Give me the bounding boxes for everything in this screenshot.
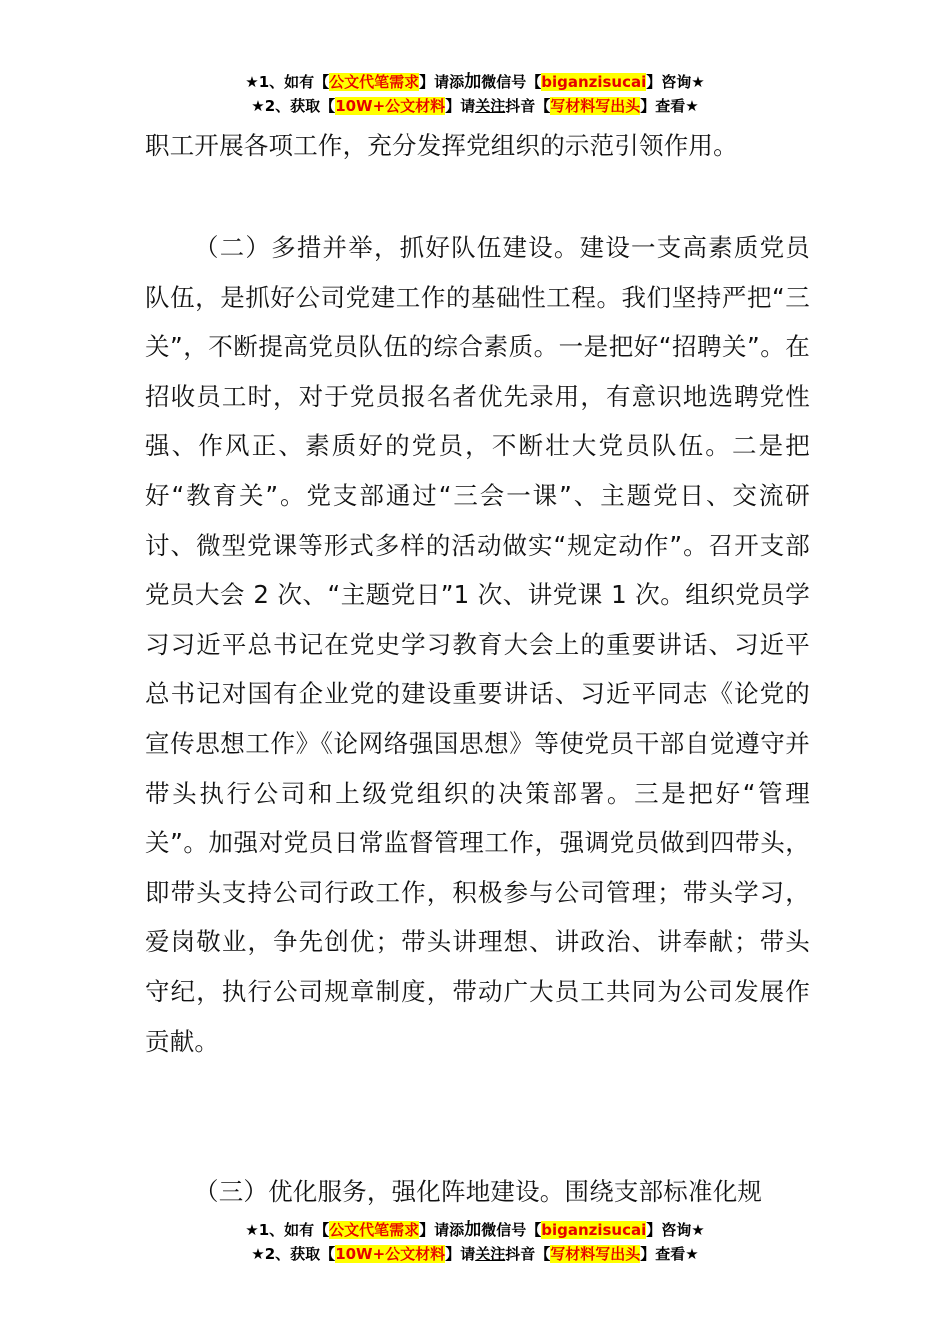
highlight-wechat-id: biganzisucai	[541, 1221, 647, 1239]
highlight-douyin-account: 写材料写出头	[550, 1245, 641, 1263]
paragraph-section-2: （二）多措并举，抓好队伍建设。建设一支高素质党员队伍，是抓好公司党建工作的基础性工程。我们坚持严把“三关”，不断提高党员队伍的综合素质。一是把好“招聘关”。在招收员工时，对于党员报名者优先录用，有意识地选聘党性强、作风正、素质好的党员，不断壮大党员队伍。二是把好“教育关”。党支部通过“三会一课”、主题党日、交流研讨、微型党课等形式多样的活动做实“规定动作”。召开支部党员大会 2 次、“主题党日”1 次、讲党课 1 次。组织党员学习习近平总书记在党史学习教育大会上的重要讲话、习近平总书记对国有企业党的建设重要讲话、习近平同志《论党的宣传思想工作》《论网络强国思想》等使党员干部自觉遵守并带头执行公司和上级党组织的决策部署。三是把好“管理关”。加强对党员日常监督管理工作，强调党员做到四带头，即带头支持公司行政工作，积极参与公司管理；带头学习，爱岗敬业，争先创优；带头讲理想、讲政治、讲奉献；带头守纪，执行公司规章制度，带动广大员工共同为公司发展作贡献。	[145, 233, 810, 1056]
paragraph-section-3: （三）优化服务，强化阵地建设。围绕支部标准化规	[194, 1177, 763, 1206]
promo-line-2: ★2、获取【10W+公文材料】请关注抖音【写材料写出头】查看★	[251, 97, 699, 115]
bottom-promo-banner	[0, 1218, 950, 1266]
document-section-2	[145, 223, 810, 1066]
document-section-3	[145, 1167, 810, 1217]
highlight-douyin-account: 写材料写出头	[550, 97, 641, 115]
document-body-continuation	[145, 121, 810, 171]
highlight-materials: 10W+公文材料	[335, 97, 446, 115]
paragraph-continuation: 职工开展各项工作，充分发挥党组织的示范引领作用。	[145, 131, 738, 160]
top-promo-banner	[0, 70, 950, 118]
highlight-service: 公文代笔需求	[329, 1221, 420, 1239]
promo-line-2-bottom: ★2、获取【10W+公文材料】请关注抖音【写材料写出头】查看★	[251, 1245, 699, 1263]
highlight-wechat-id: biganzisucai	[541, 73, 647, 91]
promo-line-1: ★1、如有【公文代笔需求】请添加微信号【biganzisucai】咨询★	[245, 72, 705, 92]
highlight-materials: 10W+公文材料	[335, 1245, 446, 1263]
promo-line-1-bottom: ★1、如有【公文代笔需求】请添加微信号【biganzisucai】咨询★	[245, 1220, 705, 1240]
highlight-service: 公文代笔需求	[329, 73, 420, 91]
